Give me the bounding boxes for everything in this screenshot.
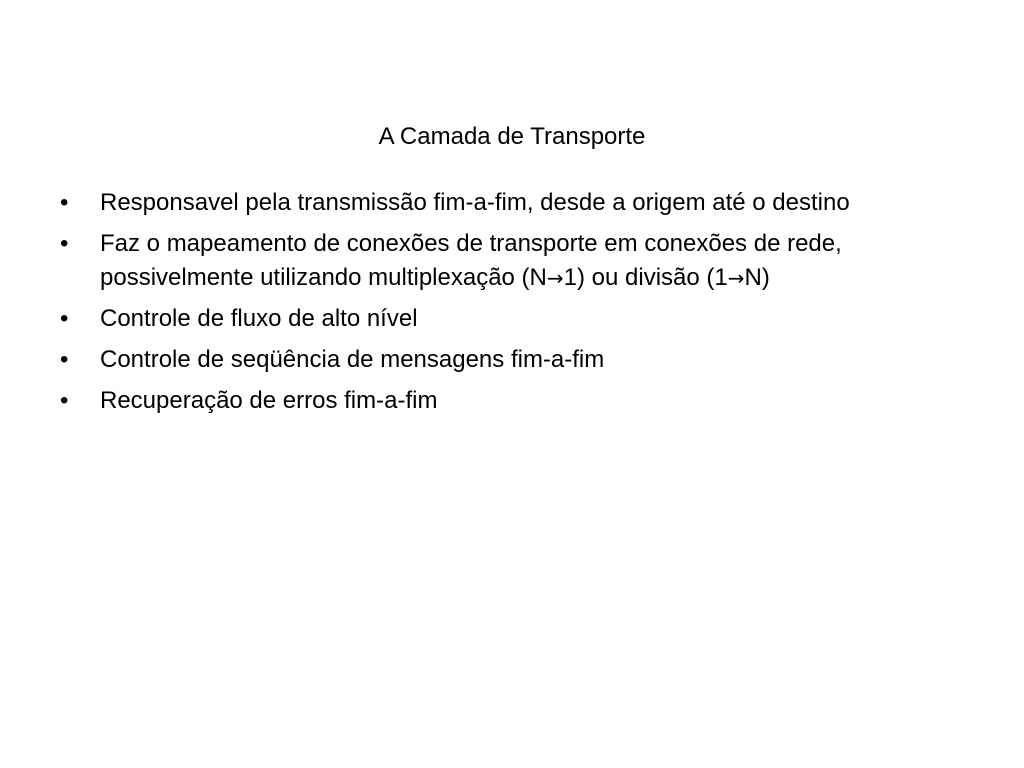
bullet-item: [60, 343, 940, 377]
right-arrow-icon: →: [546, 266, 564, 290]
bullet-text: Recuperação de erros fim-a-fim: [100, 387, 438, 414]
bullet-text-part: N): [744, 264, 770, 291]
bullet-text-part: Faz o mapeamento de conexões de transporte em conexões de rede, possivelmente utilizando multiplexação (N: [100, 230, 842, 291]
bullet-item: [60, 302, 940, 336]
bullet-text: Responsavel pela transmissão fim-a-fim, desde a origem até o destino: [100, 189, 850, 216]
bullet-text-part: 1) ou divisão (1: [563, 264, 728, 291]
bullet-item: [60, 384, 940, 418]
bullet-list: [60, 186, 940, 425]
bullet-mark: •: [60, 387, 69, 414]
bullet-item: [60, 227, 940, 295]
bullet-text: Controle de fluxo de alto nível: [100, 305, 418, 332]
bullet-mark: •: [60, 189, 69, 216]
bullet-item: [60, 186, 940, 220]
bullet-mark: •: [60, 305, 69, 332]
bullet-text: [100, 230, 842, 291]
bullet-text: Controle de seqüência de mensagens fim-a-fim: [100, 346, 605, 373]
slide-title: A Camada de Transporte: [378, 123, 646, 150]
bullet-mark: •: [60, 230, 69, 257]
bullet-mark: •: [60, 346, 69, 373]
right-arrow-icon: →: [727, 266, 745, 290]
